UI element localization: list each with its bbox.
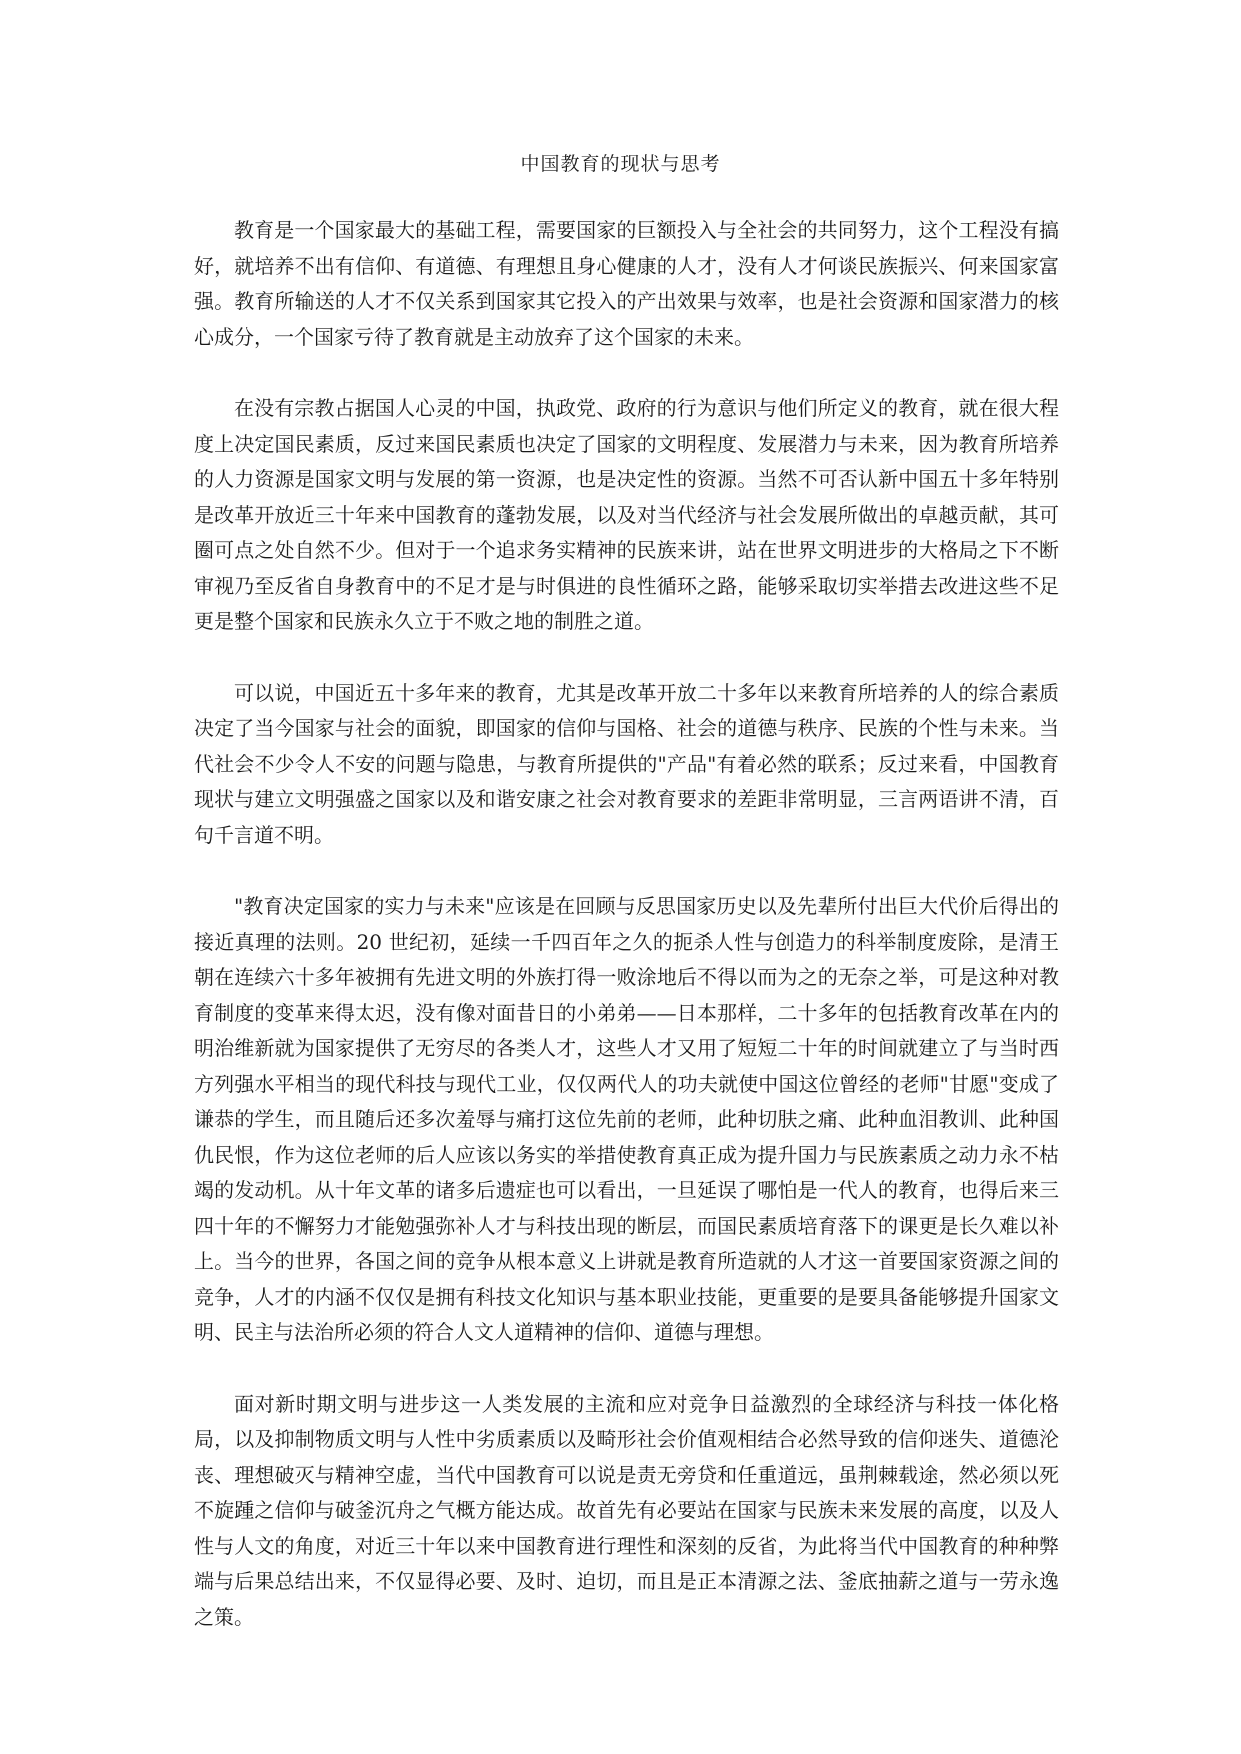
paragraph-5: 面对新时期文明与进步这一人类发展的主流和应对竞争日益激烈的全球经济与科技一体化格局，以及抑制物质文明与人性中劣质素质以及畸形社会价值观相结合必然导致的信仰迷失、道德沦丧、理想破灭与精神空虚，当代中国教育可以说是责无旁贷和任重道远，虽荆棘载途，然必须以死不旋踵之信仰与破釜沉舟之气概方能达成。故首先有必要站在国家与民族未来发展的高度，以及人性与人文的角度，对近三十年以来中国教育进行理性和深刻的反省，为此将当代中国教育的种种弊端与后果总结出来，不仅显得必要、及时、迫切，而且是正本清源之法、釜底抽薪之道与一劳永逸之策。	[194, 1391, 1059, 1629]
paragraph-1: 教育是一个国家最大的基础工程，需要国家的巨额投入与全社会的共同努力，这个工程没有搞好，就培养不出有信仰、有道德、有理想且身心健康的人才，没有人才何谈民族振兴、何来国家富强。教育所输送的人才不仅关系到国家其它投入的产出效果与效率，也是社会资源和国家潜力的核心成分，一个国家亏待了教育就是主动放弃了这个国家的未来。	[194, 218, 1059, 349]
paragraph-3: 可以说，中国近五十多年来的教育，尤其是改革开放二十多年以来教育所培养的人的综合素质决定了当今国家与社会的面貌，即国家的信仰与国格、社会的道德与秩序、民族的个性与未来。当代社会不少令人不安的问题与隐患，与教育所提供的"产品"有着必然的联系；反过来看，中国教育现状与建立文明强盛之国家以及和谐安康之社会对教育要求的差距非常明显，三言两语讲不清，百句千言道不明。	[194, 680, 1059, 847]
paragraph-4: "教育决定国家的实力与未来"应该是在回顾与反思国家历史以及先辈所付出巨大代价后得出的接近真理的法则。20 世纪初，延续一千四百年之久的扼杀人性与创造力的科举制度废除，是清王朝在连续六十多年被拥有先进文明的外族打得一败涂地后不得以而为之的无奈之举，可是这种对教育制度的变革来得太迟，没有像对面昔日的小弟弟——日本那样，二十多年的包括教育改革在内的明治维新就为国家提供了无穷尽的各类人才，这些人才又用了短短二十年的时间就建立了与当时西方列强水平相当的现代科技与现代工业，仅仅两代人的功夫就使中国这位曾经的老师"甘愿"变成了谦恭的学生，而且随后还多次羞辱与痛打这位先前的老师，此种切肤之痛、此种血泪教训、此种国仇民恨，作为这位老师的后人应该以务实的举措使教育真正成为提升国力与民族素质之动力永不枯竭的发动机。从十年文革的诸多后遗症也可以看出，一旦延误了哪怕是一代人的教育，也得后来三四十年的不懈努力才能勉强弥补人才与科技出现的断层，而国民素质培育落下的课更是长久难以补上。当今的世界，各国之间的竞争从根本意义上讲就是教育所造就的人才这一首要国家资源之间的竞争，人才的内涵不仅仅是拥有科技文化知识与基本职业技能，更重要的是要具备能够提升国家文明、民主与法治所必须的符合人文人道精神的信仰、道德与理想。	[194, 894, 1059, 1344]
document-body	[194, 213, 1059, 1671]
document-title: 中国教育的现状与思考	[520, 153, 721, 175]
paragraph-2: 在没有宗教占据国人心灵的中国，执政党、政府的行为意识与他们所定义的教育，就在很大程度上决定国民素质，反过来国民素质也决定了国家的文明程度、发展潜力与未来，因为教育所培养的人力资源是国家文明与发展的第一资源，也是决定性的资源。当然不可否认新中国五十多年特别是改革开放近三十年来中国教育的蓬勃发展，以及对当代经济与社会发展所做出的卓越贡献，其可圈可点之处自然不少。但对于一个追求务实精神的民族来讲，站在世界文明进步的大格局之下不断审视乃至反省自身教育中的不足才是与时俱进的良性循环之路，能够采取切实举措去改进这些不足更是整个国家和民族永久立于不败之地的制胜之道。	[194, 396, 1059, 633]
